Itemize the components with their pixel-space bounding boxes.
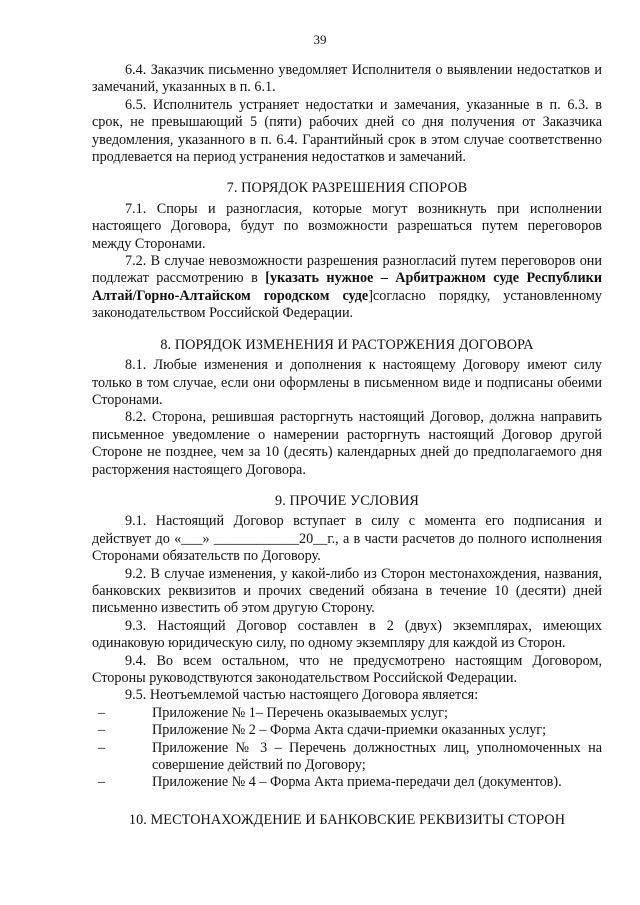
section-7-heading: 7. ПОРЯДОК РАЗРЕШЕНИЯ СПОРОВ: [226, 180, 468, 197]
clause-7-1: 7.1. Споры и разногласия, которые могут возникнуть при исполнении настоящего Договора, будут по возможности разрешаться путем переговоров между Сторонами.: [92, 200, 602, 252]
clause-9-2: 9.2. В случае изменения, у какой-либо из Сторон местонахождения, названия, банковских реквизитов и прочих сведений обязана в течение 10 (десяти) дней письменно известить об этом другую Сторону.: [92, 565, 602, 617]
document-body: [92, 62, 602, 832]
clause-7-2: [92, 253, 602, 323]
clause-6-5: 6.5. Исполнитель устраняет недостатки и замечания, указанные в п. 6.3. в срок, не превышающий 5 (пяти) рабочих дней со дня получения от Заказчика уведомления, указанного в п. 6.4. Гарантийный срок в этом случае соответственно продлевается на период устранения недостатков и замечаний.: [92, 96, 602, 166]
appendix-list: [92, 705, 602, 792]
dash-bullet: –: [98, 774, 106, 791]
dash-bullet: –: [98, 739, 106, 756]
appendix-item: [92, 722, 602, 739]
appendix-item-text: Приложение № 4 – Форма Акта приема-передачи дел (документов).: [152, 774, 562, 791]
section-9-heading: 9. ПРОЧИЕ УСЛОВИЯ: [275, 492, 419, 509]
clause-7-2-court-placeholder: [указать нужное – Арбитражном суде Республики Алтай/Горно-Алтайском городском суде: [92, 270, 602, 304]
appendix-item: [92, 774, 602, 791]
clause-7-2-end: ]согласно порядку, установленному законодательством Российской Федерации.: [92, 287, 602, 322]
clause-7-2-start: 7.2. В случае невозможности разрешения разногласий путем переговоров они подлежат рассмотрению в: [92, 253, 602, 287]
clause-9-4: 9.4. Во всем остальном, что не предусмотрено настоящим Договором, Стороны руководствуются законодательством Российской Федерации.: [92, 652, 602, 686]
clause-9-1: 9.1. Настоящий Договор вступает в силу с момента его подписания и действует до «___» ____________20__г., а в части расчетов до полного исполнения Сторонами обязательств по Договору.: [92, 513, 602, 565]
appendix-item-text: Приложение № 3 – Перечень должностных лиц, уполномоченных на совершение действий по Договору;: [152, 739, 602, 774]
clause-9-3: 9.3. Настоящий Договор составлен в 2 (двух) экземплярах, имеющих одинаковую юридическую силу, по одному экземпляру для каждой из Сторон.: [92, 617, 602, 652]
clause-9-5: 9.5. Неотъемлемой частью настоящего Договора является:: [125, 687, 479, 704]
dash-bullet: –: [98, 722, 106, 739]
clause-8-1: 8.1. Любые изменения и дополнения к настоящему Договору имеют силу только в том случае, если они оформлены в письменном виде и подписаны обеими Сторонами.: [92, 357, 602, 408]
appendix-item: [92, 740, 602, 775]
appendix-item: [92, 705, 602, 722]
section-8-heading: 8. ПОРЯДОК ИЗМЕНЕНИЯ И РАСТОРЖЕНИЯ ДОГОВОРА: [160, 336, 534, 353]
clause-6-4: 6.4. Заказчик письменно уведомляет Исполнителя о выявлении недостатков и замечаний, указанных в п. 6.1.: [92, 62, 602, 96]
dash-bullet: –: [98, 704, 106, 721]
appendix-item-text: Приложение № 2 – Форма Акта сдачи-приемки оказанных услуг;: [152, 722, 547, 739]
section-10-heading: 10. МЕСТОНАХОЖДЕНИЕ И БАНКОВСКИЕ РЕКВИЗИТЫ СТОРОН: [128, 811, 566, 828]
appendix-item-text: Приложение № 1– Перечень оказываемых услуг;: [152, 704, 448, 721]
page-number: 39: [313, 32, 327, 47]
clause-8-2: 8.2. Сторона, решившая расторгнуть настоящий Договор, должна направить письменное уведомление о намерении расторгнуть настоящий Договор другой Стороне не позднее, чем за 10 (десять) календарных дней до предполагаемого дня расторжения настоящего Договора.: [92, 409, 602, 478]
